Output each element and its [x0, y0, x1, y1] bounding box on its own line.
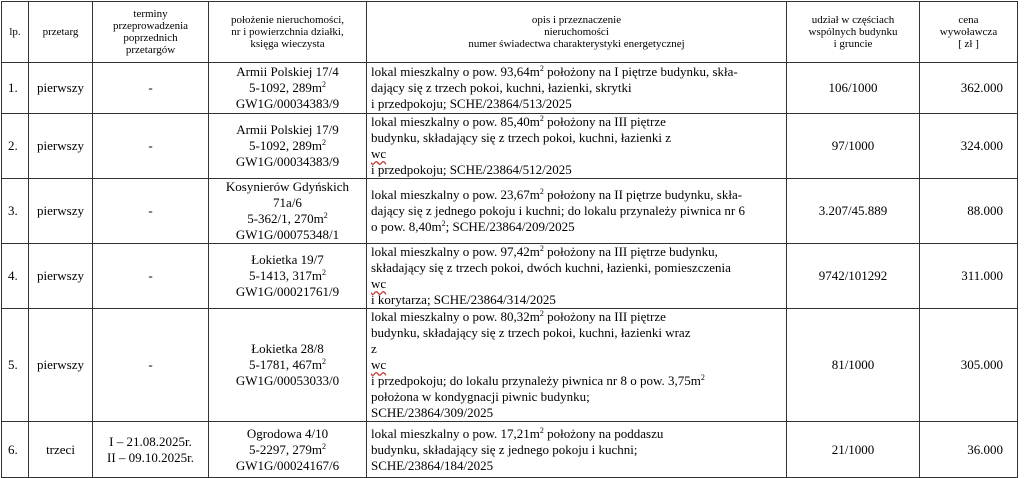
cell-opis: lokal mieszkalny o pow. $17,21m^2$ położony na poddaszu budynku, składający się z jednego pokoju i kuchni; SCHE/23864/184/2025: [367, 422, 787, 478]
cell-cena: 36.000: [920, 422, 1018, 478]
table-row: [2, 422, 1018, 478]
cell-przetarg: trzeci: [29, 422, 93, 478]
cell-przetarg: pierwszy: [29, 114, 93, 179]
cell-opis: lokal mieszkalny o pow. $93,64m^2$ położony na I piętrze budynku, skła- dający się z trzech pokoi, kuchni, łazienki, skrytki i przedpokoju; SCHE/23864/513/2025: [367, 63, 787, 114]
table-row: [2, 63, 1018, 114]
header-cena: cena wywoławcza [ zł ]: [920, 2, 1018, 63]
cell-cena: 305.000: [920, 309, 1018, 422]
cell-udzial: 106/1000: [787, 63, 920, 114]
cell-lp: 1.: [2, 63, 29, 114]
cell-lp: 6.: [2, 422, 29, 478]
cell-terminy: -: [93, 244, 209, 309]
header-udzial: udział w częściach wspólnych budynku i gruncie: [787, 2, 920, 63]
cell-udzial: 81/1000: [787, 309, 920, 422]
auction-table: [1, 1, 1018, 478]
cell-lp: 3.: [2, 179, 29, 244]
cell-cena: 324.000: [920, 114, 1018, 179]
cell-terminy: -: [93, 114, 209, 179]
header-row: [2, 2, 1018, 63]
cell-polozenie: Łokietka 19/7 5-1413, $317m^2$ GW1G/00021761/9: [209, 244, 367, 309]
cell-terminy: -: [93, 309, 209, 422]
cell-lp: 4.: [2, 244, 29, 309]
header-opis: opis i przeznaczenie nieruchomości numer świadectwa charakterystyki energetycznej: [367, 2, 787, 63]
cell-przetarg: pierwszy: [29, 179, 93, 244]
cell-opis: lokal mieszkalny o pow. $80,32m^2$ położony na III piętrze budynku, składający się z trzech pokoi, kuchni, łazienki wraz z wc i przedpokoju; do lokalu przynależy piwnica nr 8 o pow. $3,75m^2$ położona w kondygnacji piwnic budynku; SCHE/23864/309/2025: [367, 309, 787, 422]
table-row: [2, 244, 1018, 309]
cell-opis: lokal mieszkalny o pow. $85,40m^2$ położony na III piętrze budynku, składający się z trzech pokoi, kuchni, łazienki z wc i przedpokoju; SCHE/23864/512/2025: [367, 114, 787, 179]
cell-cena: 362.000: [920, 63, 1018, 114]
cell-udzial: 21/1000: [787, 422, 920, 478]
header-lp: lp.: [2, 2, 29, 63]
cell-przetarg: pierwszy: [29, 63, 93, 114]
cell-przetarg: pierwszy: [29, 244, 93, 309]
cell-przetarg: pierwszy: [29, 309, 93, 422]
cell-polozenie: Ogrodowa 4/10 5-2297, $279m^2$ GW1G/00024167/6: [209, 422, 367, 478]
table-row: [2, 114, 1018, 179]
cell-udzial: 9742/101292: [787, 244, 920, 309]
cell-opis: lokal mieszkalny o pow. $97,42m^2$ położony na III piętrze budynku, składający się z trzech pokoi, dwóch kuchni, łazienki, pomieszczenia wc i korytarza; SCHE/23864/314/2025: [367, 244, 787, 309]
cell-terminy: -: [93, 179, 209, 244]
table-row: [2, 309, 1018, 422]
cell-polozenie: Armii Polskiej 17/9 5-1092, $289m^2$ GW1G/00034383/9: [209, 114, 367, 179]
cell-cena: 311.000: [920, 244, 1018, 309]
header-terminy: terminy przeprowadzenia poprzednich przetargów: [93, 2, 209, 63]
cell-opis: lokal mieszkalny o pow. $23,67m^2$ położony na II piętrze budynku, skła- dający się z jednego pokoju i kuchni; do lokalu przynależy piwnica nr 6 o pow. $8,40m^2$; SCHE/23864/209/2025: [367, 179, 787, 244]
cell-polozenie: Armii Polskiej 17/4 5-1092, $289m^2$ GW1G/00034383/9: [209, 63, 367, 114]
cell-terminy: -: [93, 63, 209, 114]
cell-polozenie: Kosynierów Gdyńskich 71a/6 5-362/1, $270m^2$ GW1G/00075348/1: [209, 179, 367, 244]
cell-terminy: I – 21.08.2025r. II – 09.10.2025r.: [93, 422, 209, 478]
cell-udzial: 97/1000: [787, 114, 920, 179]
cell-polozenie: Łokietka 28/8 5-1781, $467m^2$ GW1G/00053033/0: [209, 309, 367, 422]
cell-lp: 5.: [2, 309, 29, 422]
cell-lp: 2.: [2, 114, 29, 179]
table-row: [2, 179, 1018, 244]
cell-udzial: 3.207/45.889: [787, 179, 920, 244]
header-przetarg: przetarg: [29, 2, 93, 63]
header-polozenie: położenie nieruchomości, nr i powierzchnia działki, księga wieczysta: [209, 2, 367, 63]
cell-cena: 88.000: [920, 179, 1018, 244]
